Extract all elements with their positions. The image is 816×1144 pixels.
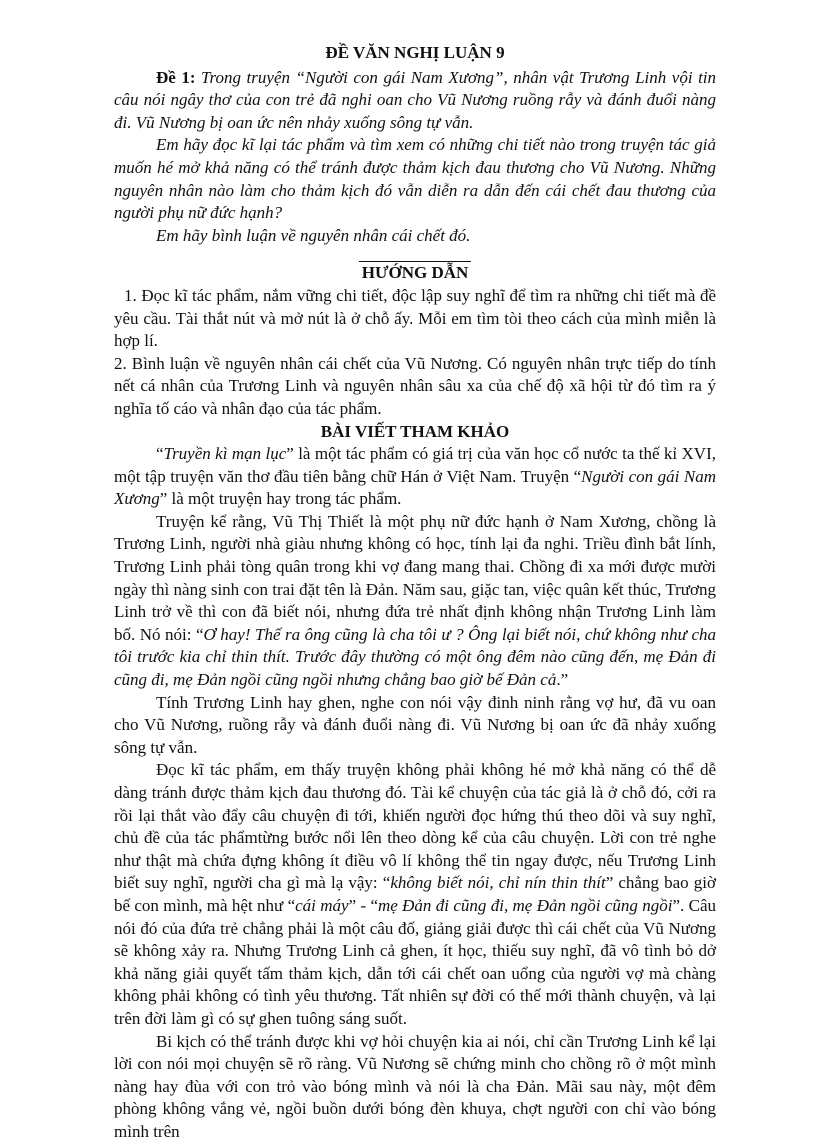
essay-p4-text-a: Đọc kĩ tác phẩm, em thấy truyện không phải không hé mở khả năng có thể dễ dàng tránh được thảm kịch đau thương đó. Tài kể chuyện của tác giả là ở chỗ đó, cởi ra rồi lại thắt vào đẩy câu chuyện đi tới, khiến người đọc hứng thú theo dõi và suy nghĩ, chủ đề của tác phẩmtừng bước nổi lên theo dòng kể của câu chuyện. Lời con trẻ nghe như thật mà chứa đựng không ít điều vô lí không thể tin ngay được, nếu Trương Linh biết suy nghĩ, người cha gì mà lạ vậy: “	[114, 760, 716, 893]
essay-p4-text-c: ” - “	[348, 895, 378, 915]
question-prompt	[114, 67, 716, 135]
essay-heading: BÀI VIẾT THAM KHẢO	[320, 421, 510, 441]
essay-paragraph-4	[114, 759, 716, 1030]
guide-item-1: 1. Đọc kĩ tác phẩm, nắm vững chi tiết, độc lập suy nghĩ để tìm ra những chi tiết mà đề yêu cầu. Tài thắt nút và mở nút là ở chỗ ấy. Mỗi em tìm tòi theo cách của mình miễn là hợp lí.	[114, 285, 716, 351]
question-label: Đề 1:	[156, 67, 196, 87]
essay-p4-text-d: ”. Câu nói đó của đứa trẻ chẳng phải là một câu đố, giảng giải được thì cái chết của Vũ Nương sẽ không xảy ra. Nhưng Trương Linh cả ghen, ít học, thiếu suy nghĩ, đã vô tình bỏ dở khả năng giải quyết tấm thảm kịch, dẫn tới cái chết oan uổng của người vợ mà chàng không phải không có tình yêu thương. Tất nhiên sự đời có thế mới thành chuyện, và lại trên đời làm gì có sự ghen tuông sáng suốt.	[114, 895, 717, 1028]
essay-p4-quote-3: mẹ Đản đi cũng đi, mẹ Đản ngồi cũng ngồi	[378, 895, 673, 915]
essay-p2-end: .”	[556, 670, 569, 690]
document-title: ĐỀ VĂN NGHỊ LUẬN 9	[325, 43, 505, 62]
work-title-1: Truyền kì mạn lục	[163, 444, 287, 464]
essay-p1-text: ” là một tác phẩm có giá trị của văn học cổ nước ta thế kỉ XVI, một tập truyện văn thơ đầu tiên bằng chữ Hán ở Việt Nam. Truyện “	[114, 444, 716, 486]
essay-paragraph-3: Tính Trương Linh hay ghen, nghe con nói vậy đinh ninh rằng vợ hư, đã vu oan cho Vũ Nương, ruồng rẫy và đánh đuổi nàng đi. Vũ Nương bị oan ức đã nhảy xuống sông tự vẫn.	[114, 692, 716, 757]
essay-paragraph-2	[114, 511, 716, 692]
essay-p4-text-b: ” chẳng bao giờ bế con mình, mà hệt như “	[114, 873, 716, 915]
essay-p4-quote-2: cái máy	[295, 895, 349, 915]
question-task-1: Em hãy đọc kĩ lại tác phẩm và tìm xem có những chi tiết nào trong truyện tác giả muốn hé mở khả năng có thể tránh được thảm kịch đau thương cho Vũ Nương. Những nguyên nhân nào làm cho thảm kịch đó vẫn diễn ra dẫn đến cái chết đau thương của người phụ nữ đức hạnh?	[114, 135, 716, 223]
essay-paragraph-5: Bi kịch có thể tránh được khi vợ hỏi chuyện kia ai nói, chỉ cần Trương Linh kể lại lời con nói mọi chuyện sẽ rõ ràng. Vũ Nương sẽ chứng minh cho chồng rõ ở một mình nàng hay đùa với con trỏ vào bóng mình và nói là cha Đản. Mãi sau này, một đêm phòng không vắng vẻ, ngồi buồn dưới bóng đèn khuya, chợt người con chỉ vào bóng mình trên	[114, 1031, 716, 1141]
quote-mark: “	[156, 444, 164, 464]
essay-p2-text: Truyện kể rằng, Vũ Thị Thiết là một phụ nữ đức hạnh ở Nam Xương, chồng là Trương Linh, người nhà giàu nhưng không có học, tính lại đa nghi. Triều đình bắt lính, Trương Linh phải tòng quân trong khi vợ đang mang thai. Chồng đi xa mới được mười ngày thì nàng sinh con trai đặt tên là Đản. Năm sau, giặc tan, việc quân kết thúc, Trương Linh trở về thì con đã biết nói, nhưng đứa trẻ nhất định không nhận Trương Linh làm bố. Nó nói: “	[114, 511, 716, 644]
question-task-2: Em hãy bình luận về nguyên nhân cái chết đó.	[156, 225, 471, 245]
essay-p4-quote-1: không biết nói, chỉ nín thin thít	[390, 873, 606, 893]
guide-item-2: 2. Bình luận về nguyên nhân cái chết của Vũ Nương. Có nguyên nhân trực tiếp do tính nết cá nhân của Trương Linh và nguyên nhân sâu xa của chế độ xã hội từ đó tìm ra ý nghĩa tố cáo và nhân đạo của tác phẩm.	[114, 353, 716, 418]
question-text: Trong truyện “Người con gái Nam Xương”, nhân vật Trương Linh vội tin câu nói ngây thơ của con trẻ đã nghi oan cho Vũ Nương ruồng rẫy và đánh đuổi nàng đi. Vũ Nương bị oan ức nên nhảy xuống sông tự vẫn.	[114, 67, 717, 132]
guide-heading: HƯỚNG DẪN	[361, 263, 469, 283]
child-quote: Ơ hay! Thế ra ông cũng là cha tôi ư ? Ông lại biết nói, chứ không như cha tôi trước kia chỉ thin thít. Trước đây thường có một ông đêm nào cũng đến, mẹ Đản đi cũng đi, mẹ Đản ngồi cũng ngồi nhưng chẳng bao giờ bế Đản cả	[114, 624, 716, 690]
work-title-2: Người con gái Nam Xương	[114, 466, 716, 509]
essay-p1-end: ” là một truyện hay trong tác phẩm.	[159, 489, 402, 509]
essay-paragraph-1	[114, 443, 716, 511]
